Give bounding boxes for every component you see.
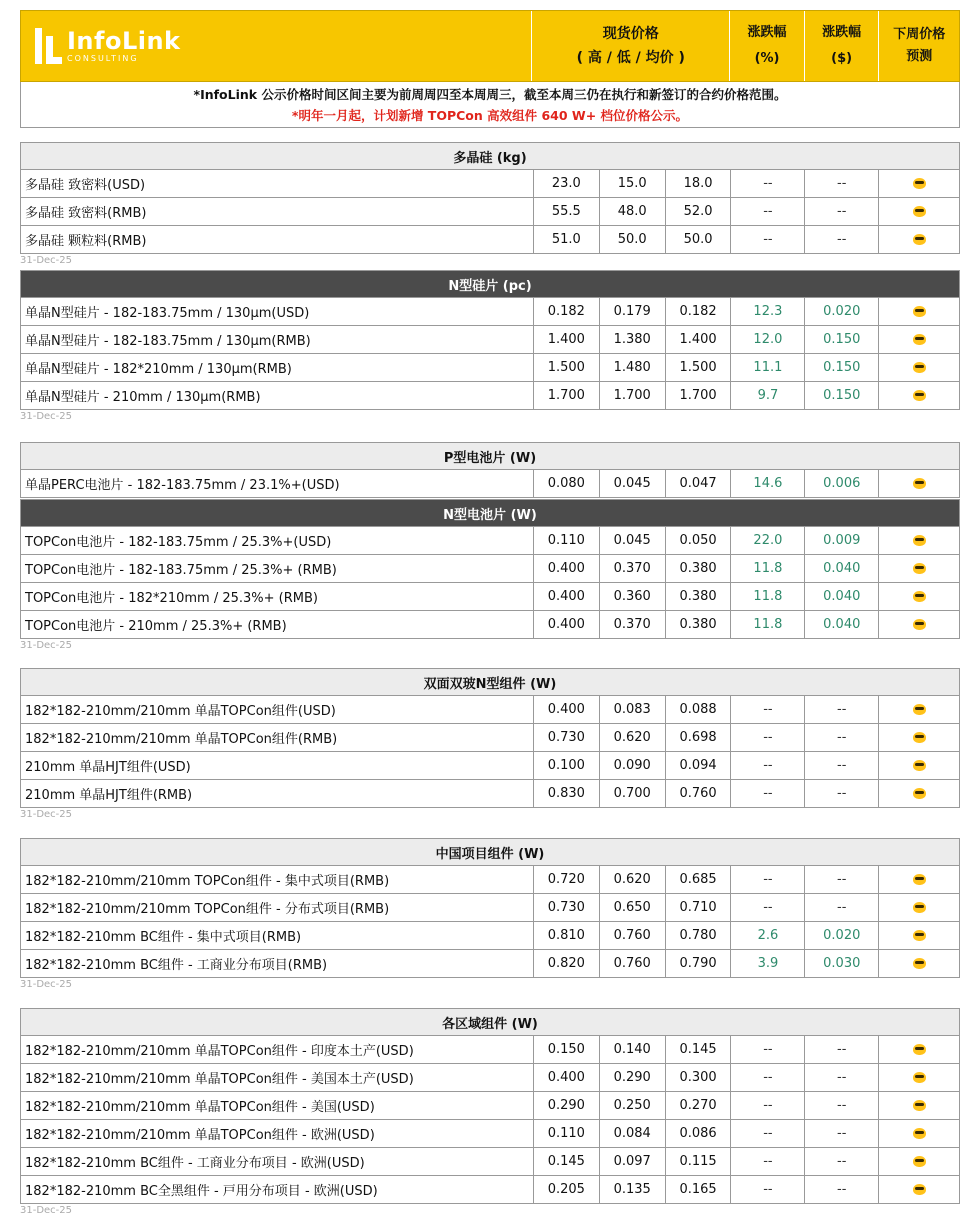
price-high: 0.290 [534, 1092, 600, 1119]
product-name: 单晶N型硅片 - 182*210mm / 130μm(RMB) [21, 354, 534, 381]
change-usd: 0.020 [805, 922, 879, 949]
change-pct: 22.0 [731, 527, 805, 554]
table-row [20, 354, 960, 382]
product-name: TOPCon电池片 - 182-183.75mm / 25.3%+ (RMB) [21, 555, 534, 582]
table-row [20, 298, 960, 326]
forecast-cell [879, 1176, 959, 1203]
price-high: 0.080 [534, 470, 600, 497]
change-usd: -- [805, 170, 879, 197]
change-pct: 11.1 [731, 354, 805, 381]
table-row [20, 326, 960, 354]
change-pct: -- [731, 1036, 805, 1063]
price-low: 0.179 [600, 298, 666, 325]
price-avg: 0.710 [666, 894, 732, 921]
product-name: 182*182-210mm/210mm 单晶TOPCon组件(RMB) [21, 724, 534, 751]
header-band [20, 10, 960, 82]
change-usd: 0.040 [805, 611, 879, 638]
smiley-sunglasses-icon [913, 478, 926, 489]
product-name: 单晶N型硅片 - 182-183.75mm / 130μm(USD) [21, 298, 534, 325]
price-section [20, 270, 960, 424]
change-usd: -- [805, 724, 879, 751]
change-usd: 0.030 [805, 950, 879, 977]
change-pct: -- [731, 1176, 805, 1203]
table-row [20, 1064, 960, 1092]
price-avg: 0.094 [666, 752, 732, 779]
price-low: 0.045 [600, 527, 666, 554]
logo [21, 11, 532, 81]
smiley-sunglasses-icon [913, 206, 926, 217]
change-pct: 2.6 [731, 922, 805, 949]
product-name: TOPCon电池片 - 182*210mm / 25.3%+ (RMB) [21, 583, 534, 610]
change-pct: -- [731, 1148, 805, 1175]
smiley-sunglasses-icon [913, 732, 926, 743]
forecast-cell [879, 555, 959, 582]
forecast-cell [879, 198, 959, 225]
table-row [20, 780, 960, 808]
smiley-sunglasses-icon [913, 788, 926, 799]
price-avg: 0.182 [666, 298, 732, 325]
section-title: 双面双玻N型组件 (W) [20, 668, 960, 696]
product-name: 182*182-210mm/210mm TOPCon组件 - 分布式项目(RMB) [21, 894, 534, 921]
change-pct: 11.8 [731, 611, 805, 638]
price-high: 0.730 [534, 724, 600, 751]
price-high: 0.730 [534, 894, 600, 921]
change-usd: -- [805, 780, 879, 807]
price-high: 0.110 [534, 1120, 600, 1147]
change-usd-unit: ($) [831, 51, 853, 66]
smiley-sunglasses-icon [913, 760, 926, 771]
change-pct: 11.8 [731, 583, 805, 610]
price-low: 0.650 [600, 894, 666, 921]
change-pct: -- [731, 696, 805, 723]
price-avg: 1.500 [666, 354, 732, 381]
price-section [20, 442, 960, 498]
change-usd: 0.150 [805, 382, 879, 409]
section-title: N型电池片 (W) [20, 499, 960, 527]
price-high: 0.400 [534, 696, 600, 723]
change-usd: -- [805, 894, 879, 921]
change-pct-header [730, 11, 805, 81]
forecast-cell [879, 170, 959, 197]
price-avg: 0.380 [666, 611, 732, 638]
forecast-cell [879, 1092, 959, 1119]
price-avg: 0.145 [666, 1036, 732, 1063]
change-usd: -- [805, 866, 879, 893]
price-low: 0.290 [600, 1064, 666, 1091]
forecast-cell [879, 326, 959, 353]
price-avg: 1.700 [666, 382, 732, 409]
price-avg: 0.047 [666, 470, 732, 497]
smiley-sunglasses-icon [913, 334, 926, 345]
price-high: 23.0 [534, 170, 600, 197]
change-pct: -- [731, 866, 805, 893]
change-usd-title: 涨跌幅 [822, 25, 862, 40]
price-low: 1.480 [600, 354, 666, 381]
smiley-sunglasses-icon [913, 591, 926, 602]
table-row [20, 866, 960, 894]
product-name: 182*182-210mm/210mm 单晶TOPCon组件 - 美国(USD) [21, 1092, 534, 1119]
change-pct: -- [731, 724, 805, 751]
change-pct: -- [731, 752, 805, 779]
price-low: 0.370 [600, 611, 666, 638]
smiley-sunglasses-icon [913, 1156, 926, 1167]
price-low: 48.0 [600, 198, 666, 225]
spot-price-header [532, 11, 730, 81]
change-pct: -- [731, 1120, 805, 1147]
change-usd: 0.150 [805, 326, 879, 353]
forecast-cell [879, 354, 959, 381]
price-avg: 0.380 [666, 583, 732, 610]
price-high: 0.830 [534, 780, 600, 807]
price-high: 1.500 [534, 354, 600, 381]
section-date: 31-Dec-25 [20, 411, 73, 422]
price-avg: 0.086 [666, 1120, 732, 1147]
table-row [20, 1120, 960, 1148]
price-low: 0.083 [600, 696, 666, 723]
price-avg: 18.0 [666, 170, 732, 197]
forecast-cell [879, 611, 959, 638]
spot-price-subtitle: ( 高 / 低 / 均价 ) [576, 50, 685, 66]
section-title: 各区域组件 (W) [20, 1008, 960, 1036]
change-pct: -- [731, 1064, 805, 1091]
product-name: 多晶硅 致密料(RMB) [21, 198, 534, 225]
table-row [20, 894, 960, 922]
price-high: 55.5 [534, 198, 600, 225]
table-row [20, 470, 960, 498]
price-avg: 50.0 [666, 226, 732, 253]
product-name: 多晶硅 致密料(USD) [21, 170, 534, 197]
change-pct-unit: (%) [754, 51, 780, 66]
product-name: 单晶N型硅片 - 210mm / 130μm(RMB) [21, 382, 534, 409]
price-low: 0.370 [600, 555, 666, 582]
price-high: 0.720 [534, 866, 600, 893]
product-name: 182*182-210mm/210mm 单晶TOPCon组件(USD) [21, 696, 534, 723]
forecast-title: 下周价格 [893, 27, 946, 42]
table-row [20, 1148, 960, 1176]
change-pct: 14.6 [731, 470, 805, 497]
table-row [20, 527, 960, 555]
price-avg: 0.790 [666, 950, 732, 977]
forecast-cell [879, 696, 959, 723]
table-row [20, 724, 960, 752]
price-section [20, 838, 960, 992]
price-avg: 0.165 [666, 1176, 732, 1203]
price-low: 1.700 [600, 382, 666, 409]
price-high: 0.820 [534, 950, 600, 977]
table-row [20, 752, 960, 780]
smiley-sunglasses-icon [913, 902, 926, 913]
product-name: 182*182-210mm BC组件 - 集中式项目(RMB) [21, 922, 534, 949]
smiley-sunglasses-icon [913, 362, 926, 373]
change-pct: -- [731, 170, 805, 197]
price-section [20, 499, 960, 653]
price-low: 0.760 [600, 950, 666, 977]
change-usd: -- [805, 1036, 879, 1063]
change-usd: -- [805, 1064, 879, 1091]
section-title: P型电池片 (W) [20, 442, 960, 470]
smiley-sunglasses-icon [913, 234, 926, 245]
product-name: 182*182-210mm/210mm 单晶TOPCon组件 - 欧洲(USD) [21, 1120, 534, 1147]
change-pct: 3.9 [731, 950, 805, 977]
price-high: 0.110 [534, 527, 600, 554]
product-name: 182*182-210mm BC组件 - 工商业分布项目 - 欧洲(USD) [21, 1148, 534, 1175]
price-low: 0.250 [600, 1092, 666, 1119]
price-low: 0.620 [600, 866, 666, 893]
price-low: 50.0 [600, 226, 666, 253]
table-row [20, 1176, 960, 1204]
forecast-cell [879, 298, 959, 325]
spot-price-title: 现货价格 [602, 26, 659, 42]
change-pct-title: 涨跌幅 [747, 25, 787, 40]
price-section [20, 668, 960, 822]
table-row [20, 226, 960, 254]
smiley-sunglasses-icon [913, 178, 926, 189]
price-avg: 0.088 [666, 696, 732, 723]
forecast-cell [879, 866, 959, 893]
price-high: 0.182 [534, 298, 600, 325]
table-row [20, 922, 960, 950]
table-row [20, 950, 960, 978]
smiley-sunglasses-icon [913, 619, 926, 630]
smiley-sunglasses-icon [913, 390, 926, 401]
change-usd: -- [805, 198, 879, 225]
forecast-cell [879, 527, 959, 554]
section-date: 31-Dec-25 [20, 1205, 73, 1216]
forecast-cell [879, 752, 959, 779]
smiley-sunglasses-icon [913, 1128, 926, 1139]
price-low: 0.045 [600, 470, 666, 497]
product-name: 多晶硅 颗粒料(RMB) [21, 226, 534, 253]
forecast-subtitle: 预测 [906, 49, 933, 64]
price-avg: 0.760 [666, 780, 732, 807]
price-low: 0.084 [600, 1120, 666, 1147]
smiley-sunglasses-icon [913, 306, 926, 317]
smiley-sunglasses-icon [913, 1100, 926, 1111]
section-date: 31-Dec-25 [20, 809, 73, 820]
change-usd: 0.020 [805, 298, 879, 325]
forecast-cell [879, 1148, 959, 1175]
forecast-cell [879, 922, 959, 949]
change-usd: -- [805, 1148, 879, 1175]
forecast-header [879, 11, 959, 81]
change-usd: 0.009 [805, 527, 879, 554]
price-high: 1.700 [534, 382, 600, 409]
price-avg: 0.380 [666, 555, 732, 582]
price-low: 0.620 [600, 724, 666, 751]
change-usd: -- [805, 1120, 879, 1147]
price-high: 0.150 [534, 1036, 600, 1063]
price-low: 15.0 [600, 170, 666, 197]
price-high: 1.400 [534, 326, 600, 353]
change-usd: 0.006 [805, 470, 879, 497]
forecast-cell [879, 382, 959, 409]
table-row [20, 382, 960, 410]
smiley-sunglasses-icon [913, 535, 926, 546]
product-name: TOPCon电池片 - 210mm / 25.3%+ (RMB) [21, 611, 534, 638]
price-high: 0.810 [534, 922, 600, 949]
table-row [20, 583, 960, 611]
table-row [20, 170, 960, 198]
change-pct: -- [731, 1092, 805, 1119]
price-avg: 0.050 [666, 527, 732, 554]
change-pct: 11.8 [731, 555, 805, 582]
price-avg: 0.300 [666, 1064, 732, 1091]
smiley-sunglasses-icon [913, 563, 926, 574]
table-row [20, 1036, 960, 1064]
product-name: 182*182-210mm/210mm 单晶TOPCon组件 - 印度本土产(USD) [21, 1036, 534, 1063]
price-high: 0.100 [534, 752, 600, 779]
change-pct: -- [731, 780, 805, 807]
product-name: 单晶N型硅片 - 182-183.75mm / 130μm(RMB) [21, 326, 534, 353]
change-usd: 0.150 [805, 354, 879, 381]
section-title: 中国项目组件 (W) [20, 838, 960, 866]
price-low: 0.700 [600, 780, 666, 807]
price-avg: 0.115 [666, 1148, 732, 1175]
price-high: 0.400 [534, 583, 600, 610]
change-usd: -- [805, 1176, 879, 1203]
price-high: 0.205 [534, 1176, 600, 1203]
section-date: 31-Dec-25 [20, 979, 73, 990]
section-title: N型硅片 (pc) [20, 270, 960, 298]
section-date: 31-Dec-25 [20, 640, 73, 651]
forecast-cell [879, 226, 959, 253]
price-avg: 0.685 [666, 866, 732, 893]
product-name: 210mm 单晶HJT组件(RMB) [21, 780, 534, 807]
change-usd: 0.040 [805, 583, 879, 610]
product-name: 单晶PERC电池片 - 182-183.75mm / 23.1%+(USD) [21, 470, 534, 497]
price-low: 0.090 [600, 752, 666, 779]
price-section [20, 142, 960, 268]
change-pct: -- [731, 226, 805, 253]
change-usd-header [805, 11, 880, 81]
smiley-sunglasses-icon [913, 874, 926, 885]
price-avg: 1.400 [666, 326, 732, 353]
price-avg: 0.698 [666, 724, 732, 751]
table-row [20, 696, 960, 724]
change-usd: -- [805, 696, 879, 723]
product-name: 182*182-210mm/210mm TOPCon组件 - 集中式项目(RMB) [21, 866, 534, 893]
price-high: 51.0 [534, 226, 600, 253]
price-high: 0.400 [534, 555, 600, 582]
change-pct: -- [731, 894, 805, 921]
price-section [20, 1008, 960, 1218]
infolink-logo-icon [35, 28, 59, 64]
price-avg: 0.780 [666, 922, 732, 949]
note-line-2: *明年一月起，计划新增 TOPCon 高效组件 640 W+ 档位价格公示。 [291, 108, 689, 123]
price-high: 0.400 [534, 1064, 600, 1091]
product-name: 210mm 单晶HJT组件(USD) [21, 752, 534, 779]
forecast-cell [879, 894, 959, 921]
table-row [20, 555, 960, 583]
section-date: 31-Dec-25 [20, 255, 73, 266]
price-low: 0.360 [600, 583, 666, 610]
forecast-cell [879, 950, 959, 977]
change-usd: -- [805, 1092, 879, 1119]
change-pct: 12.0 [731, 326, 805, 353]
note-line-1: *InfoLink 公示价格时间区间主要为前周周四至本周周三，截至本周三仍在执行和新签订的合约价格范围。 [193, 87, 787, 102]
smiley-sunglasses-icon [913, 930, 926, 941]
forecast-cell [879, 724, 959, 751]
change-usd: -- [805, 226, 879, 253]
price-low: 0.760 [600, 922, 666, 949]
smiley-sunglasses-icon [913, 1072, 926, 1083]
section-title: 多晶硅 (kg) [20, 142, 960, 170]
smiley-sunglasses-icon [913, 1044, 926, 1055]
change-pct: -- [731, 198, 805, 225]
forecast-cell [879, 1036, 959, 1063]
logo-name: InfoLink [67, 27, 181, 55]
product-name: TOPCon电池片 - 182-183.75mm / 25.3%+(USD) [21, 527, 534, 554]
change-usd: -- [805, 752, 879, 779]
price-high: 0.400 [534, 611, 600, 638]
forecast-cell [879, 1120, 959, 1147]
forecast-cell [879, 1064, 959, 1091]
forecast-cell [879, 780, 959, 807]
change-pct: 9.7 [731, 382, 805, 409]
change-usd: 0.040 [805, 555, 879, 582]
change-pct: 12.3 [731, 298, 805, 325]
table-row [20, 611, 960, 639]
product-name: 182*182-210mm BC组件 - 工商业分布项目(RMB) [21, 950, 534, 977]
price-sheet [20, 10, 960, 128]
table-row [20, 1092, 960, 1120]
smiley-sunglasses-icon [913, 704, 926, 715]
table-row [20, 198, 960, 226]
price-low: 0.097 [600, 1148, 666, 1175]
forecast-cell [879, 583, 959, 610]
price-low: 0.140 [600, 1036, 666, 1063]
logo-subtitle: CONSULTING [67, 54, 139, 63]
price-high: 0.145 [534, 1148, 600, 1175]
product-name: 182*182-210mm BC全黑组件 - 戸用分布项目 - 欧洲(USD) [21, 1176, 534, 1203]
forecast-cell [879, 470, 959, 497]
smiley-sunglasses-icon [913, 958, 926, 969]
price-avg: 52.0 [666, 198, 732, 225]
product-name: 182*182-210mm/210mm 单晶TOPCon组件 - 美国本土产(USD) [21, 1064, 534, 1091]
notes [20, 82, 960, 128]
smiley-sunglasses-icon [913, 1184, 926, 1195]
price-low: 1.380 [600, 326, 666, 353]
price-avg: 0.270 [666, 1092, 732, 1119]
price-low: 0.135 [600, 1176, 666, 1203]
